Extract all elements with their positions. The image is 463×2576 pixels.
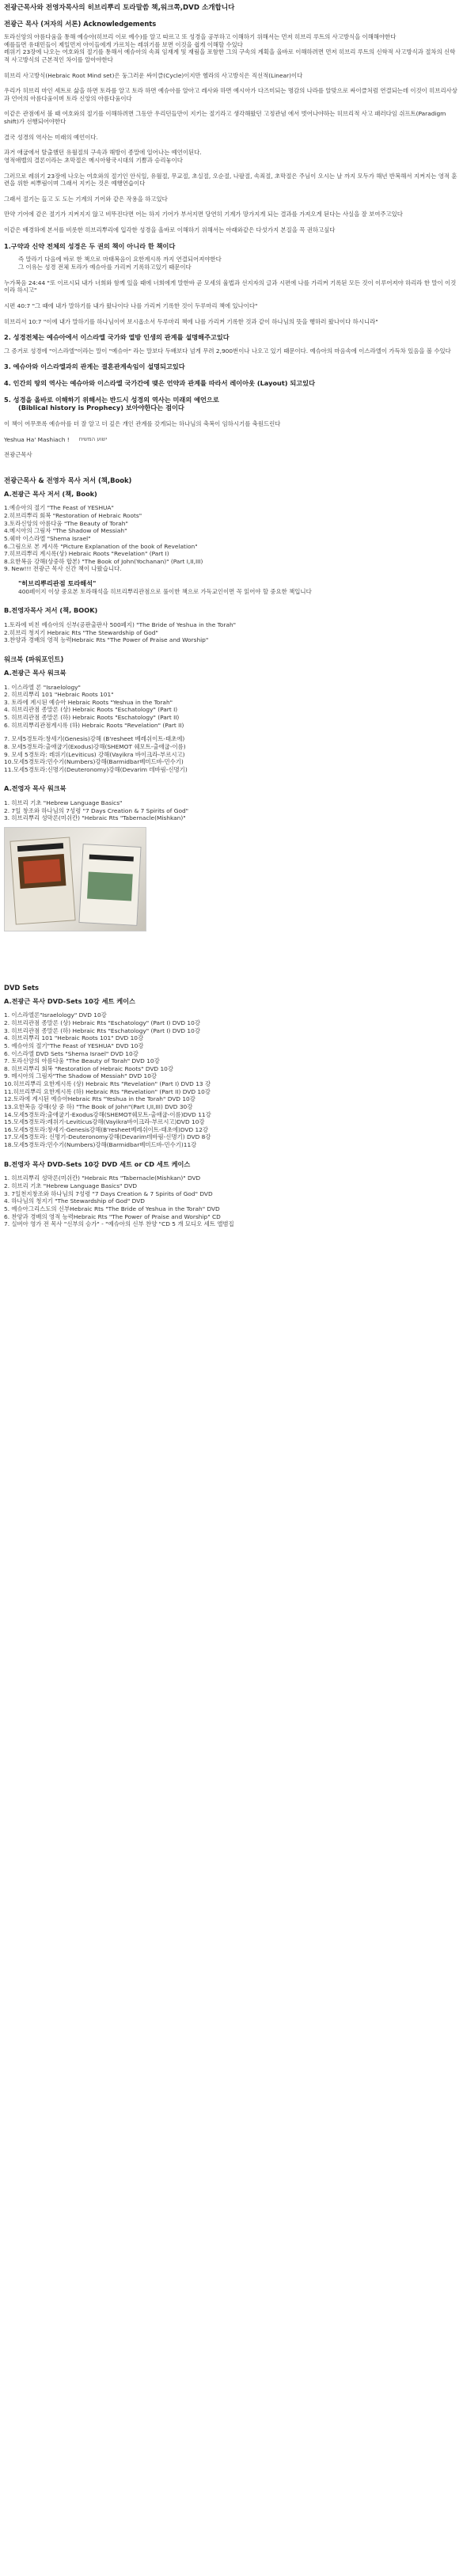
list-item: 7. 모세5경토라:창세기(Genesis)강해 (B'resheet 베레쉬이트-태초에) xyxy=(4,735,185,743)
list-item: 1. 이스라엘론"Israelology" DVD 10강 xyxy=(4,1011,107,1019)
point-line: 그 증거로 성경에 "이스라엘"이라는 말이 "예슈아" 라는 말보다 두배보다 넘게 무려 2,900번이나 나오고 있기 때문이다. 예슈아의 마음속에 이스라엘이 가득차 있음을 볼 수있다 xyxy=(4,347,451,355)
list-item: 7. 실버아 영가 전 목사 "신부의 승가" - "예슈아의 신부 찬양 "CD 5 개 묘디오 세트 앨범집 xyxy=(4,1220,234,1228)
page-title: 전광근목사와 전영자목사의 히브리뿌리 토라말씀 책,워크쪽,DVD 소개합니다 xyxy=(4,4,235,12)
ack-paragraph: 그래서 절기는 들고 도 도는 기계의 기어와 같은 작용을 하고있다 xyxy=(4,195,168,203)
list-item: 1.토라에 비친 예슈아의 신부(공판출판사 500페지) "The Bride of Yeshua in the Torah" xyxy=(4,621,237,629)
point-1 xyxy=(4,242,459,325)
book-cover-image xyxy=(78,844,141,926)
list-item: 3. 토라에 계시된 예슈아 Hebraic Roots "Yeshua in the Torah" xyxy=(4,698,173,706)
list-item: 10.모세5경토라:민수기(Numbers)강해(Barmidbar베미드바-민수기) xyxy=(4,758,184,766)
list-item: 2. 히브리 기초 "Hebrew Language Basics" DVD xyxy=(4,1182,138,1190)
point-heading: 2. 성경전체는 예슈아에서 이스라엘 국가와 열방 인생의 관계를 설명해주고있다 xyxy=(4,333,230,342)
list-item: 2. 히브리관점 종말론 (상) Hebraic Rts "Eschatology" (Part I) DVD 10강 xyxy=(4,1019,200,1027)
list-item: 14.모세5경토라:출애굽기-Exodus강해(SHEMOT쉐모트-출애굽-이름)DVD 11강 xyxy=(4,1110,211,1118)
workbook-a-list xyxy=(4,684,459,730)
ack-paragraph: 히브리 사고방식(Hebraic Root Mind set)은 둥그러운 싸이클(Cycle)이지만 헬라의 사고방식은 직선적(Linear)이다 xyxy=(4,71,303,79)
point-2 xyxy=(4,333,459,355)
workbook-section xyxy=(4,655,459,931)
books-b-heading: B.전영자목사 저서 (책, BOOK) xyxy=(4,606,98,615)
ack-paragraph: 그러므로 레위기 23장에 나오는 여호와의 절기인 안식일, 유월절, 무교절, 초실절, 오순절, 나팔절, 속죄절, 초막절은 주님이 오시는 날 까지 모두가 해년 반복해서 지켜지는 영적 훈련을 위한 씨뿌림이며 그래서 지키는 것은 예행연습이다 xyxy=(4,172,457,188)
closing-text: 이 책이 여무쪼록 예슈아를 더 잘 알고 더 깊은 개인 관계를 갖게되는 하나님의 축복이 임하시기를 축원드린다 xyxy=(4,420,281,428)
dvd-heading: DVD Sets xyxy=(4,983,40,992)
closing-author: 전광근목사 xyxy=(4,451,32,459)
list-item: 5.쉐마 이스라엘 "Shema Israel" xyxy=(4,534,91,542)
list-item: 9. 메시아의 그림자"The Shadow of Messiah" DVD 10강 xyxy=(4,1072,157,1080)
ack-paragraph: 토라신앙의 아름다움을 통해 예슈아(히브리 이로 예수)를 알고 따르고 또 성경을 공부하고 이해하기 위해서는 먼저 히브리 루트의 사고방식을 이해해야한다 xyxy=(4,33,397,41)
books-photo xyxy=(4,827,146,931)
point-3-heading: 3. 예슈아와 이스라엘과의 관계는 결혼관계속임이 설명되고있다 xyxy=(4,362,185,371)
acknowledgements-section xyxy=(4,20,459,234)
list-item: 11.히브리뿌리 요한계시록 (하) Hebraic Rts "Revelation" (Part II) DVD 10강 xyxy=(4,1087,211,1095)
closing xyxy=(4,420,459,459)
signature: Yeshua Ha' Mashiach ! xyxy=(4,435,70,443)
books-b-list xyxy=(4,621,459,644)
point-5-heading-2: (Biblical history is Prophecy) 보아야한다는 점이다 xyxy=(18,404,184,412)
list-item: 6.그림으로 본 계시록 "Picture Explanation of the book of Revelation" xyxy=(4,542,198,550)
ack-paragraph: 레위기 23장에 나오는 여호와의 절기를 통해서 예슈아의 속죄 임재계 및 재림을 포함한 그의 구속의 계획을 올바로 이해하려면 먼저 히브리 루트의 신학적 사고방식과 절차의 신학적 사고방식의 근본적인 차이를 알아야한다 xyxy=(4,48,456,63)
point-line: 즉 말라기 다음에 바로 한 책으로 마태복음이 요한계시록 까지 연결되어져야한다 xyxy=(18,256,222,264)
list-item: 10.히브리뿌리 요한계시록 (상) Hebraic Rts "Revelation" (Part I) DVD 13 강 xyxy=(4,1080,211,1088)
list-item: 13.요한복음 강해(상 중 하) "The Book of John"(Part I,II,III) DVD 30강 xyxy=(4,1102,193,1110)
book-cover-image xyxy=(9,837,75,924)
workbook-heading: 워크북 (파워포인트) xyxy=(4,654,64,663)
point-5-heading: 5. 성경을 올바로 이해하기 위해서는 반드시 성경의 역사는 미래의 예언으로 xyxy=(4,395,219,404)
list-item: 6. 찬양과 경배의 영적 능력Hebraic Rts "The Power of Praise and Worship" CD xyxy=(4,1212,221,1220)
list-item: 1.예슈아의 절기 "The Feast of YESHUA" xyxy=(4,504,114,512)
point-heading: 1.구약과 신약 전체의 성경은 두 권의 책이 아니라 한 책이다 xyxy=(4,241,176,250)
list-item: 5. 예슈아의 절기"The Feast of YESHUA" DVD 10강 xyxy=(4,1041,144,1049)
workbook-a-heading: A.전광근 목사 워크북 xyxy=(4,668,66,677)
list-item: 8. 히브리뿌리 회복 "Restoration of Hebraic Roots" DVD 10강 xyxy=(4,1064,174,1072)
list-item: 3. 히브리뿌리 성막론(미쉬칸) "Hebraic Rts "Tabernacle(Mishkan)" xyxy=(4,814,186,822)
list-item: 7.히브리뿌리 계시록(상) Hebraic Roots "Revelation" (Part I) xyxy=(4,550,169,558)
list-item: 2. 히브리뿌리 101 "Hebraic Roots 101" xyxy=(4,691,114,699)
list-item: 9. New!!! 전광근 목사 신간 책이 나왔습니다. xyxy=(4,565,122,573)
ack-heading: 전광근 목사 (저자의 서론) Acknowledgements xyxy=(4,20,157,28)
list-item: 4. 하나님의 청지기 "The Stewardship of God" DVD xyxy=(4,1197,145,1205)
list-item: 1. 히브리 기초 "Hebrew Language Basics" xyxy=(4,799,123,807)
dvd-a-heading: A.전광근 목사 DVD-Sets 10강 세트 케이스 xyxy=(4,996,135,1005)
scripture-quote: 시편 40:7 "그 때에 내가 말하기를 내가 왔나이다 나를 가리켜 기록한 것이 두루마리 책에 있나이다" xyxy=(4,302,258,309)
list-item: 8.요한복음 강해(상중하 합본) "The Book of John(Yochanan)" (Part I,II,III) xyxy=(4,557,203,565)
dvd-b-heading: B.전영자 목사 DVD-Sets 10강 DVD 세트 or CD 세트 케이스 xyxy=(4,1159,191,1168)
workbook-b-list xyxy=(4,799,459,822)
scripture-quote: 누가복음 24:44 "또 이르시되 내가 너희와 함께 있을 때에 너희에게 말한바 곧 모세의 율법과 선지자의 글과 시편에 나를 가리켜 기록된 모든 것이 이루어져야 하리라 한 말이 이것이라 하시고" xyxy=(4,279,457,294)
new-book-title: "히브리뿌리관점 토라해석" xyxy=(18,579,97,588)
point-line: 그 이유는 성경 전체 토라가 예슈아를 가리켜 기록하고있기 때문이다 xyxy=(18,264,192,271)
ack-paragraph: 이같은 관점에서 볼 때 여호와의 절기를 이해하려면 그동안 우리던들만이 지키는 절기라고 생각해왔던 고정관념 에서 벗어나야하는 히브리적 사고 패러다임 쉬프트(Paradigm shift)가 선행되어야한다 xyxy=(4,110,446,126)
ack-paragraph: 예를들면 유대민들이 제일먼저 아이들에게 가르치는 레위기를 보면 이것을 쉽게 이해할 수있다 xyxy=(4,40,243,48)
dvd-section xyxy=(4,984,459,1228)
new-book-desc: 400페이지 이상 중요본 토라해석을 히브리뿌리관점으로 풀이한 책으로 가독교인이면 꼭 읽어야 할 중요한 책입니다 xyxy=(18,587,312,595)
list-item: 7. 토라신앙의 아름다움 "The Beauty of Torah" DVD 10강 xyxy=(4,1057,160,1065)
list-item: 15.모세5경토라:레위기-Leviticus강해(Vayikra바이크라-부르시고)DVD 10강 xyxy=(4,1118,205,1126)
books-section xyxy=(4,476,459,644)
list-item: 11.모세5경토라:신명기(Deuteronomy)강해(Devarim 데바림-신명기) xyxy=(4,765,188,773)
list-item: 3. 히브리관점 종말론 (하) Hebraic Rts "Eschatology" (Part I) DVD 10강 xyxy=(4,1026,200,1034)
scripture-quote: 히브리서 10:7 "이에 내가 말하기를 하나님이여 보시옵소서 두루마리 책에 나를 가리켜 기록한 것과 같이 하나님의 뜻을 행하러 왔나이다 하시니라" xyxy=(4,317,378,325)
document xyxy=(0,0,463,1228)
list-item: 3.찬양과 경배의 영적 능력Hebraic Rts "The Power of Praise and Worship" xyxy=(4,636,209,644)
books-a-heading: A.전광근 목사 저서 (책, Book) xyxy=(4,489,97,498)
list-item: 9. 모세 5경토라: 레위기(Leviticus) 강해(Vayikra 바이크라-부르시고) xyxy=(4,750,185,758)
signature-hebrew: ישוע המשיח xyxy=(78,435,108,442)
dvd-b-list xyxy=(4,1174,459,1227)
list-item: 18.모세5경토라:민수기(Numbers)강해(Barmidbar베미드바-민수기)11강 xyxy=(4,1141,197,1149)
ack-paragraph: 과거 애굽에서 탈출했던 유월절의 구속과 해방이 종말에 일어나는 예언이된다. xyxy=(4,149,202,157)
list-item: 16.모세5경토라:창세기-Genesis강해(B'resheet베레쉬이트-태초에)DVD 12강 xyxy=(4,1125,209,1133)
ack-paragraph: 만약 기어에 같은 절기가 지켜지지 않고 비뚜진다면 어는 하지 기어가 부서지면 당연히 기계가 망가지게 되는 결과를 가져오게 된다는 사실을 잘 보여주고있다 xyxy=(4,211,403,218)
workbook-a-list-2 xyxy=(4,735,459,773)
list-item: 5. 히브리관점 종말론 (하) Hebraic Roots "Eschatology" (Part II) xyxy=(4,714,180,721)
list-item: 2.히브리 청지기 Hebraic Rts "The Stewardship of God" xyxy=(4,628,158,636)
list-item: 4. 히브리관점 종말론 (상) Hebraic Roots "Eschatology" (Part I) xyxy=(4,706,178,714)
list-item: 6. 이스라엘 DVD Sets "Shema Israel" DVD 10강 xyxy=(4,1049,139,1057)
list-item: 5. 예슈아그리스도의 신부Hebraic Rts "The Bride of Yeshua in the Torah" DVD xyxy=(4,1205,220,1212)
ack-paragraph: 결국 성경의 역사는 미래의 예언이다. xyxy=(4,133,98,141)
ack-paragraph: 이같은 배경하에 본서를 비롯한 히브리뿌리에 입각한 성경을 올바로 이해하기 위해서는 아래와같은 다섯가지 본질을 꼭 권하고싶다 xyxy=(4,226,336,234)
signature-line xyxy=(4,436,459,444)
list-item: 4.메시아의 그림자 "The Shadow of Messiah" xyxy=(4,527,127,535)
list-item: 12.토라에 계시된 예슈아Hebraic Rts "Yeshua in the Torah" DVD 10강 xyxy=(4,1095,195,1103)
books-heading: 전광근목사 & 전영자 목사 저서 (책,Book) xyxy=(4,476,132,484)
list-item: 3. 7일천지창조와 하나님의 7성령 "7 Days Creation & 7 Spirits of God" DVD xyxy=(4,1189,213,1197)
list-item: 17.모세5경토라: 신명기-Deuteronomy강해(Devarim데바림-신명기) DVD 8강 xyxy=(4,1133,211,1141)
list-item: 3.토라신앙의 아름다움 "The Beauty of Torah" xyxy=(4,519,128,527)
list-item: 6. 히브리뿌리관점계시록 (하) Hebraic Roots "Revelation" (Part II) xyxy=(4,721,184,729)
list-item: 1. 이스라엘 론 "Israelology" xyxy=(4,683,81,691)
list-item: 2.히브리뿌리 회복 "Restoration of Hebraic Roots" xyxy=(4,512,142,520)
list-item: 4. 히브리뿌리 101 "Hebraic Roots 101" DVD 10강 xyxy=(4,1034,144,1042)
list-item: 1. 히브리뿌리 성막론(미쉬칸) "Hebraic Rts "Tabernacle(Mishkan)" DVD xyxy=(4,1174,201,1182)
workbook-b-heading: A.전영자 목사 워크북 xyxy=(4,784,66,793)
list-item: 8. 모세5경토라:출애굽기(Exodus)강해(SHEMOT 쉐모트-출애굽-이름) xyxy=(4,742,186,750)
books-a-list xyxy=(4,504,459,573)
list-item: 2. 7일 창조와 하나님의 7성령 "7 Days Creation & 7 Spirits of God" xyxy=(4,806,189,814)
ack-paragraph: 우리가 히브리 마인 세트로 삶을 하면 토라를 알고 토라 하면 예슈아를 알아고 레사와 하면 예시아가 다즈미되는 명감의 나라를 알맞으로 싸이클처럼 연결되는데 이것이 히브리사상과 언어의 아름다움이며 토라 신앙의 아름다움이다 xyxy=(4,87,457,102)
dvd-a-list xyxy=(4,1011,459,1148)
point-4-heading: 4. 인간의 땅의 역사는 예슈아와 이스라엘 국가간에 맺은 언약과 관계를 따라서 레이아웃 (Layout) 되고있다 xyxy=(4,379,315,388)
ack-paragraph: 영적애벨의 결론이라는 초막절은 메시아왕국시대의 기쁨과 승리놓이다 xyxy=(4,156,183,164)
